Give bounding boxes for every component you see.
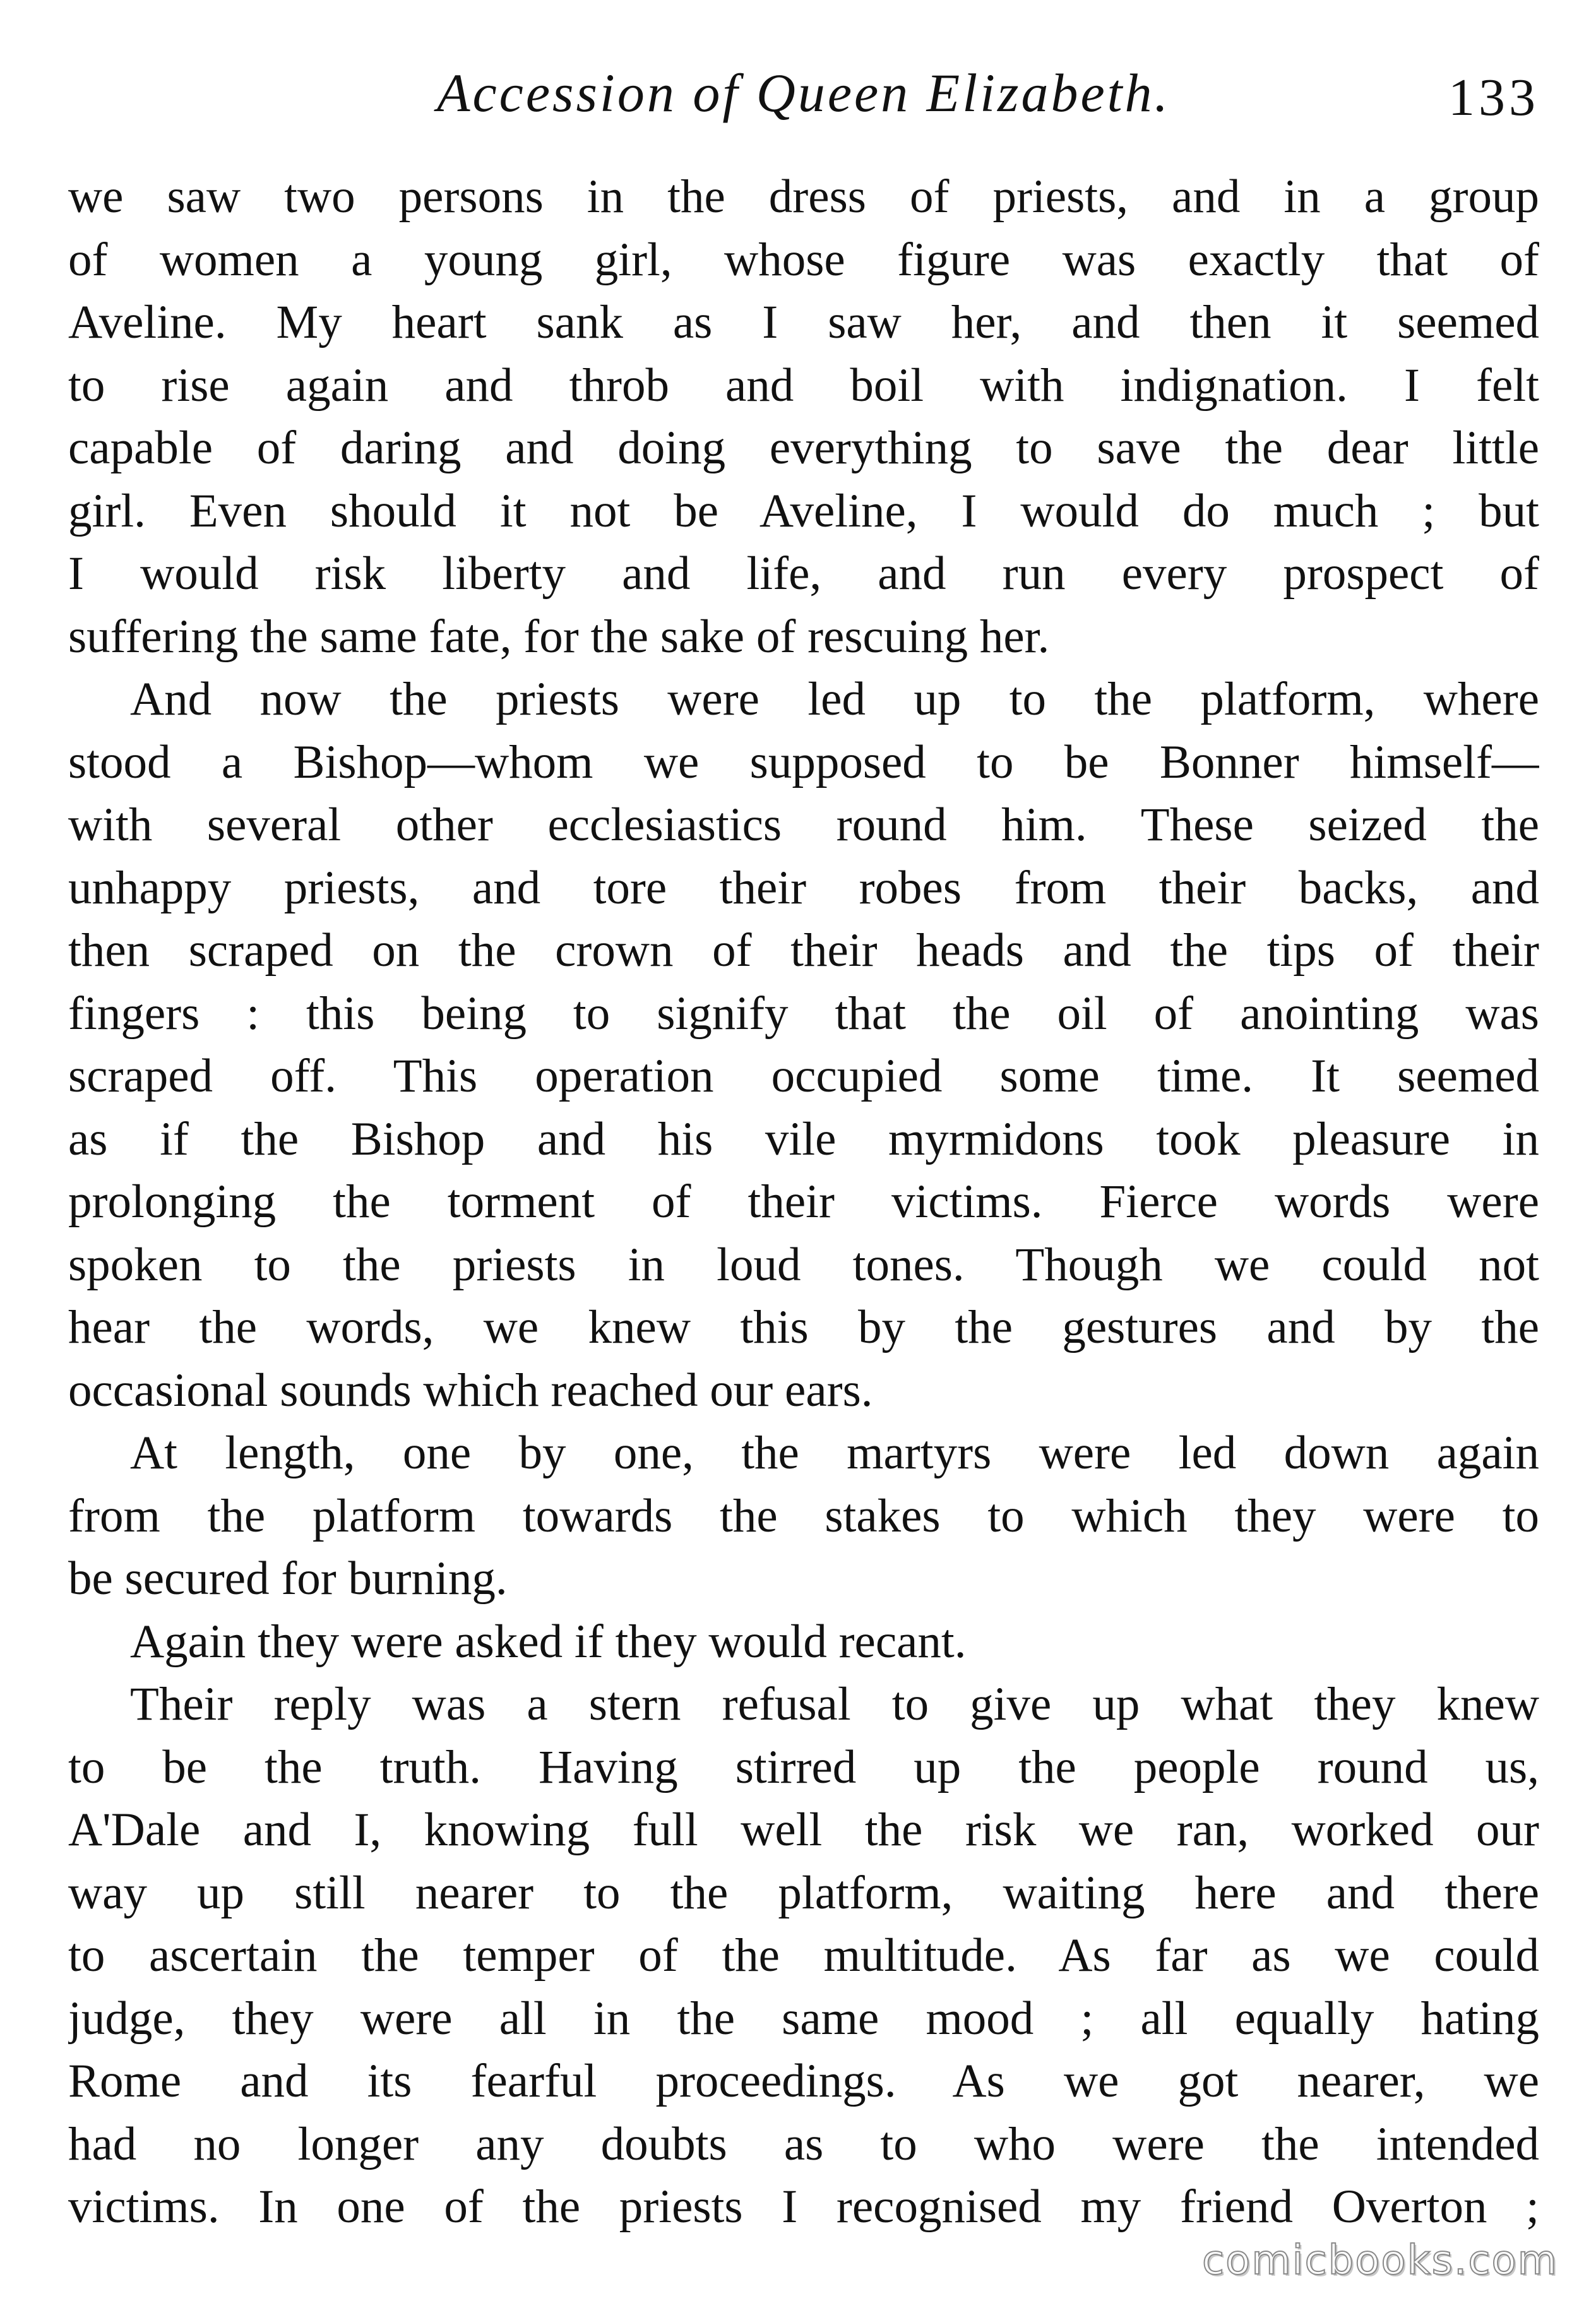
text-line: prolonging the torment of their victims. Fierce words were bbox=[68, 1175, 1539, 1228]
text-line: to rise again and throb and boil with indignation. I felt bbox=[68, 359, 1539, 412]
text-line: to be the truth. Having stirred up the people round us, bbox=[68, 1740, 1539, 1793]
text-line: girl. Even should it not be Aveline, I would do much ; but bbox=[68, 484, 1539, 537]
text-line: I would risk liberty and life, and run every prospect of bbox=[68, 547, 1539, 600]
text-line: with several other ecclesiastics round him. These seized the bbox=[68, 799, 1539, 851]
text-line: then scraped on the crown of their heads and the tips of their bbox=[68, 924, 1539, 977]
text-line: victims. In one of the priests I recognised my friend Overton ; bbox=[68, 2180, 1539, 2233]
text-line: occasional sounds which reached our ears. bbox=[68, 1364, 873, 1417]
text-line: suffering the same fate, for the sake of rescuing her. bbox=[68, 610, 1050, 663]
running-head bbox=[68, 58, 1539, 128]
text-line: be secured for burning. bbox=[68, 1552, 508, 1605]
paragraph-first-line: Again they were asked if they would recant. bbox=[130, 1615, 967, 1668]
text-line: from the platform towards the stakes to which they were to bbox=[68, 1489, 1539, 1542]
text-line: had no longer any doubts as to who were the intended bbox=[68, 2117, 1539, 2170]
text-line: to ascertain the temper of the multitude. As far as we could bbox=[68, 1929, 1539, 1982]
paragraph-first-line: Their reply was a stern refusal to give up what they knew bbox=[130, 1678, 1539, 1730]
paragraph-first-line: At length, one by one, the martyrs were led down again bbox=[130, 1427, 1539, 1479]
text-line: we saw two persons in the dress of priests, and in a group bbox=[68, 170, 1539, 223]
text-line: fingers : this being to signify that the oil of anointing was bbox=[68, 987, 1539, 1040]
text-line: scraped off. This operation occupied some time. It seemed bbox=[68, 1050, 1539, 1102]
watermark: comicbooks.com bbox=[1201, 2237, 1558, 2284]
text-line: Aveline. My heart sank as I saw her, and then it seemed bbox=[68, 296, 1539, 348]
text-line: judge, they were all in the same mood ; all equally hating bbox=[68, 1992, 1539, 2045]
text-line: as if the Bishop and his vile myrmidons took pleasure in bbox=[68, 1112, 1539, 1165]
text-line: of women a young girl, whose figure was exactly that of bbox=[68, 233, 1539, 286]
text-line: Rome and its fearful proceedings. As we got nearer, we bbox=[68, 2055, 1539, 2107]
page-number: 133 bbox=[1448, 68, 1539, 127]
text-line: hear the words, we knew this by the gestures and by the bbox=[68, 1301, 1539, 1353]
running-title: Accession of Queen Elizabeth. bbox=[436, 62, 1171, 123]
text-line: capable of daring and doing everything to save the dear little bbox=[68, 422, 1539, 474]
paragraph-first-line: And now the priests were led up to the platform, where bbox=[130, 673, 1539, 725]
body-text bbox=[68, 165, 1539, 2239]
text-line: stood a Bishop—whom we supposed to be Bonner himself— bbox=[68, 735, 1539, 788]
text-line: A'Dale and I, knowing full well the risk we ran, worked our bbox=[68, 1804, 1539, 1856]
text-line: way up still nearer to the platform, waiting here and there bbox=[68, 1866, 1539, 1919]
text-line: spoken to the priests in loud tones. Though we could not bbox=[68, 1238, 1539, 1291]
text-line: unhappy priests, and tore their robes from their backs, and bbox=[68, 861, 1539, 914]
